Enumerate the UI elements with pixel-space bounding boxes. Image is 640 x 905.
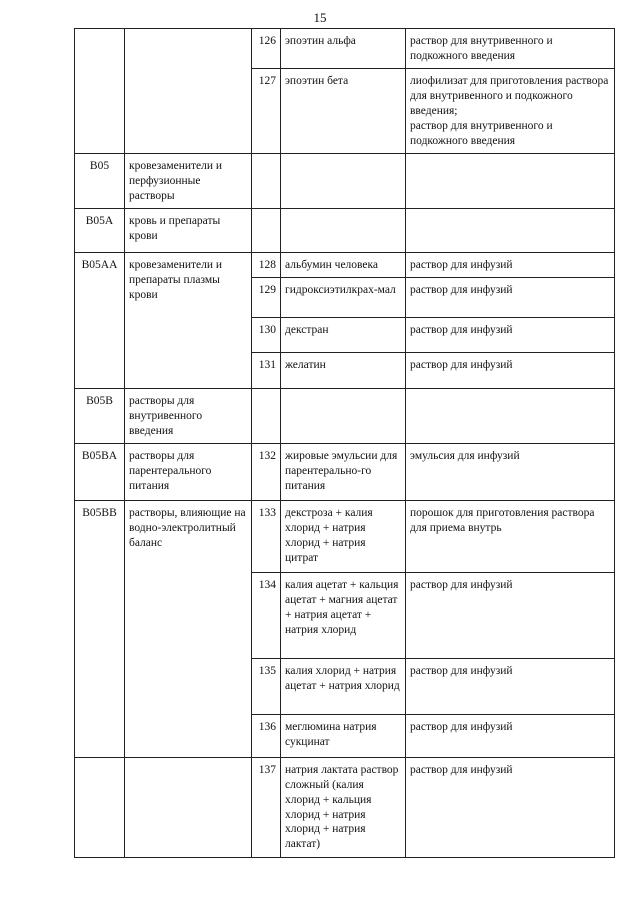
dosage-form-cell xyxy=(406,757,615,857)
row-number-cell: 130 xyxy=(252,317,281,352)
drug-name-cell: гидроксиэтилкрах-мал xyxy=(281,277,406,317)
table-row xyxy=(75,29,615,69)
row-number-cell: 127 xyxy=(252,69,281,154)
dosage-form-text: раствор для инфузий xyxy=(410,720,513,733)
dosage-form-cell xyxy=(406,317,615,352)
row-number-cell: 126 xyxy=(252,29,281,69)
row-number-cell: 135 xyxy=(252,658,281,714)
group-name-cell: кровезаменители и перфузионные растворы xyxy=(125,153,252,208)
row-number-cell: 129 xyxy=(252,277,281,317)
drug-name-cell: эпоэтин альфа xyxy=(281,29,406,69)
drug-name-cell: калия хлорид + натрия ацетат + натрия хлорид xyxy=(281,658,406,714)
dosage-form-text: раствор для инфузий xyxy=(410,258,513,271)
row-number-cell: 132 xyxy=(252,443,281,500)
dosage-form-text: раствор для внутривенного и подкожного введения xyxy=(410,119,553,147)
atc-code-cell xyxy=(75,29,125,154)
atc-code-cell: B05B xyxy=(75,388,125,443)
page-number: 15 xyxy=(313,10,327,25)
dosage-form-cell xyxy=(406,572,615,658)
dosage-form-text: порошок для приготовления раствора для приема внутрь xyxy=(410,506,595,534)
dosage-form-cell xyxy=(406,388,615,443)
dosage-form-cell xyxy=(406,714,615,757)
dosage-form-cell xyxy=(406,443,615,500)
dosage-form-cell xyxy=(406,500,615,572)
dosage-form-text: лиофилизат для приготовления раствора для внутривенного и подкожного введения; xyxy=(410,75,609,117)
group-name-cell xyxy=(125,757,252,857)
group-name-cell xyxy=(125,29,252,154)
atc-code-cell xyxy=(75,757,125,857)
drug-name-cell: альбумин человека xyxy=(281,252,406,277)
drug-name-cell: желатин xyxy=(281,352,406,388)
table-row xyxy=(75,757,615,857)
dosage-form-text: раствор для внутривенного и подкожного введения xyxy=(410,35,553,62)
table-row xyxy=(75,443,615,500)
dosage-form-text: эмульсия для инфузий xyxy=(410,449,520,462)
group-name-cell: растворы, влияющие на водно-электролитный баланс xyxy=(125,500,252,757)
group-name-cell: кровезаменители и препараты плазмы крови xyxy=(125,252,252,388)
drug-name-cell: калия ацетат + кальция ацетат + магния ацетат + натрия ацетат + натрия хлорид xyxy=(281,572,406,658)
row-number-cell: 137 xyxy=(252,757,281,857)
row-number-cell xyxy=(252,388,281,443)
dosage-form-text: раствор для инфузий xyxy=(410,578,513,591)
row-number-cell: 131 xyxy=(252,352,281,388)
dosage-form-text: раствор для инфузий xyxy=(410,358,513,371)
dosage-form-text: раствор для инфузий xyxy=(410,323,513,336)
atc-code-cell: B05BA xyxy=(75,443,125,500)
atc-code-cell: B05AA xyxy=(75,252,125,388)
dosage-form-cell xyxy=(406,29,615,69)
group-name-cell: растворы для парентерального питания xyxy=(125,443,252,500)
table-row xyxy=(75,388,615,443)
table-row xyxy=(75,153,615,208)
row-number-cell: 128 xyxy=(252,252,281,277)
drug-name-cell: декстран xyxy=(281,317,406,352)
drug-name-cell: декстроза + калия хлорид + натрия хлорид + натрия цитрат xyxy=(281,500,406,572)
drug-name-cell xyxy=(281,208,406,252)
drug-name-cell xyxy=(281,153,406,208)
dosage-form-cell xyxy=(406,352,615,388)
dosage-form-cell xyxy=(406,153,615,208)
row-number-cell: 136 xyxy=(252,714,281,757)
dosage-form-cell xyxy=(406,277,615,317)
dosage-form-cell xyxy=(406,208,615,252)
group-name-cell: растворы для внутривенного введения xyxy=(125,388,252,443)
row-number-cell xyxy=(252,153,281,208)
atc-code-cell: B05 xyxy=(75,153,125,208)
atc-code-cell: B05BB xyxy=(75,500,125,757)
atc-code-cell: B05A xyxy=(75,208,125,252)
dosage-form-text: раствор для инфузий xyxy=(410,664,513,677)
dosage-form-cell xyxy=(406,658,615,714)
row-number-cell: 134 xyxy=(252,572,281,658)
drug-name-cell: жировые эмульсии для парентерально-го питания xyxy=(281,443,406,500)
drug-name-cell: эпоэтин бета xyxy=(281,69,406,154)
dosage-form-text: раствор для инфузий xyxy=(410,283,513,296)
row-number-cell: 133 xyxy=(252,500,281,572)
drug-name-cell: меглюмина натрия сукцинат xyxy=(281,714,406,757)
drug-name-cell xyxy=(281,388,406,443)
table-row xyxy=(75,208,615,252)
group-name-cell: кровь и препараты крови xyxy=(125,208,252,252)
row-number-cell xyxy=(252,208,281,252)
table-row xyxy=(75,252,615,277)
table-row xyxy=(75,500,615,572)
drug-list-table xyxy=(74,28,615,858)
drug-name-cell: натрия лактата раствор сложный (калия хлорид + кальция хлорид + натрия хлорид + натрия лактат) xyxy=(281,757,406,857)
dosage-form-cell xyxy=(406,69,615,154)
dosage-form-text: раствор для инфузий xyxy=(410,763,513,776)
dosage-form-cell xyxy=(406,252,615,277)
